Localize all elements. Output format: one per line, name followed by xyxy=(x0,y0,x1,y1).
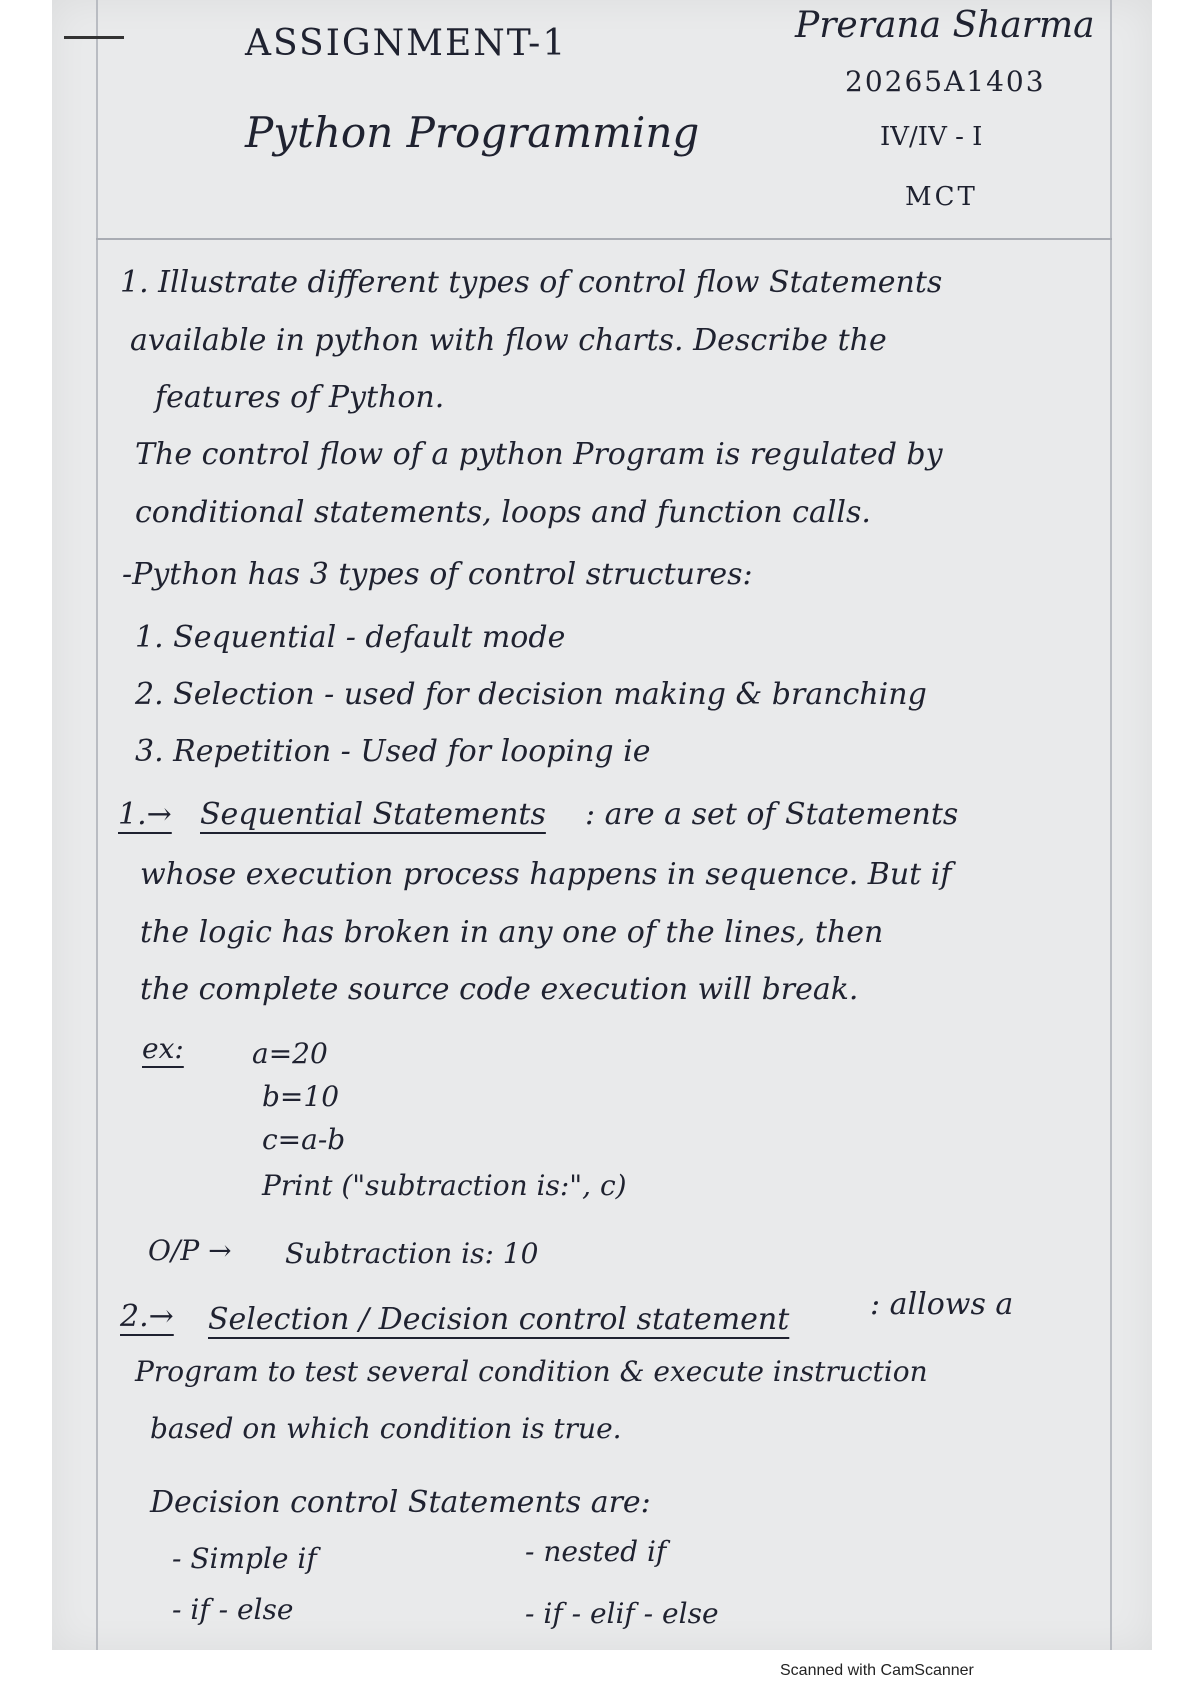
branch: MCT xyxy=(905,182,978,212)
structures-heading: -Python has 3 types of control structures: xyxy=(122,557,753,592)
year-semester: IV/IV - I xyxy=(880,122,983,152)
assignment-title: ASSIGNMENT-1 xyxy=(245,23,568,64)
output-value: Subtraction is: 10 xyxy=(285,1237,539,1270)
roll-number: 20265A1403 xyxy=(845,65,1046,98)
right-margin-line xyxy=(1110,0,1112,1650)
question-line-1: 1. Illustrate different types of control flow Statements xyxy=(120,265,943,300)
question-line-2: available in python with flow charts. Describe the xyxy=(130,323,887,358)
structure-item-3: 3. Repetition - Used for looping ie xyxy=(135,734,651,769)
selection-line-4: Decision control Statements are: xyxy=(150,1485,651,1520)
selection-line-3: based on which condition is true. xyxy=(150,1412,622,1445)
scanner-watermark: Scanned with CamScanner xyxy=(780,1662,974,1679)
decision-type-simple-if: - Simple if xyxy=(172,1542,317,1575)
structure-item-1: 1. Sequential - default mode xyxy=(135,620,566,655)
code-line-3: c=a-b xyxy=(262,1123,346,1156)
structure-item-2: 2. Selection - used for decision making & branching xyxy=(135,677,927,712)
student-name: Prerana Sharma xyxy=(795,5,1095,46)
selection-line-1: : allows a xyxy=(870,1287,1014,1322)
sequential-line-1: : are a set of Statements xyxy=(585,797,959,832)
intro-line-1: The control flow of a python Program is regulated by xyxy=(135,437,943,472)
sequential-line-3: the logic has broken in any one of the lines, then xyxy=(140,915,884,950)
selection-number: 2.→ xyxy=(120,1299,174,1334)
left-margin-line xyxy=(96,0,98,1650)
example-label: ex: xyxy=(142,1032,184,1065)
output-label: O/P → xyxy=(148,1234,232,1267)
selection-title: Selection / Decision control statement xyxy=(208,1302,790,1337)
sequential-title: Sequential Statements xyxy=(200,797,546,832)
decision-type-if-elif-else: - if - elif - else xyxy=(525,1597,719,1630)
question-line-3: features of Python. xyxy=(155,380,445,415)
sequential-number: 1.→ xyxy=(118,797,172,832)
code-line-2: b=10 xyxy=(262,1080,340,1113)
subject-title: Python Programming xyxy=(245,108,700,157)
sequential-line-2: whose execution process happens in sequence. But if xyxy=(140,857,952,892)
decision-type-nested-if: - nested if xyxy=(525,1535,667,1568)
selection-line-2: Program to test several condition & execute instruction xyxy=(135,1355,928,1388)
sequential-line-4: the complete source code execution will break. xyxy=(140,972,859,1007)
intro-line-2: conditional statements, loops and function calls. xyxy=(135,495,871,530)
decision-type-if-else: - if - else xyxy=(172,1593,294,1626)
code-line-4: Print ("subtraction is:", c) xyxy=(262,1169,627,1202)
header-divider xyxy=(96,238,1112,240)
corner-dash xyxy=(64,36,124,39)
code-line-1: a=20 xyxy=(252,1037,328,1070)
